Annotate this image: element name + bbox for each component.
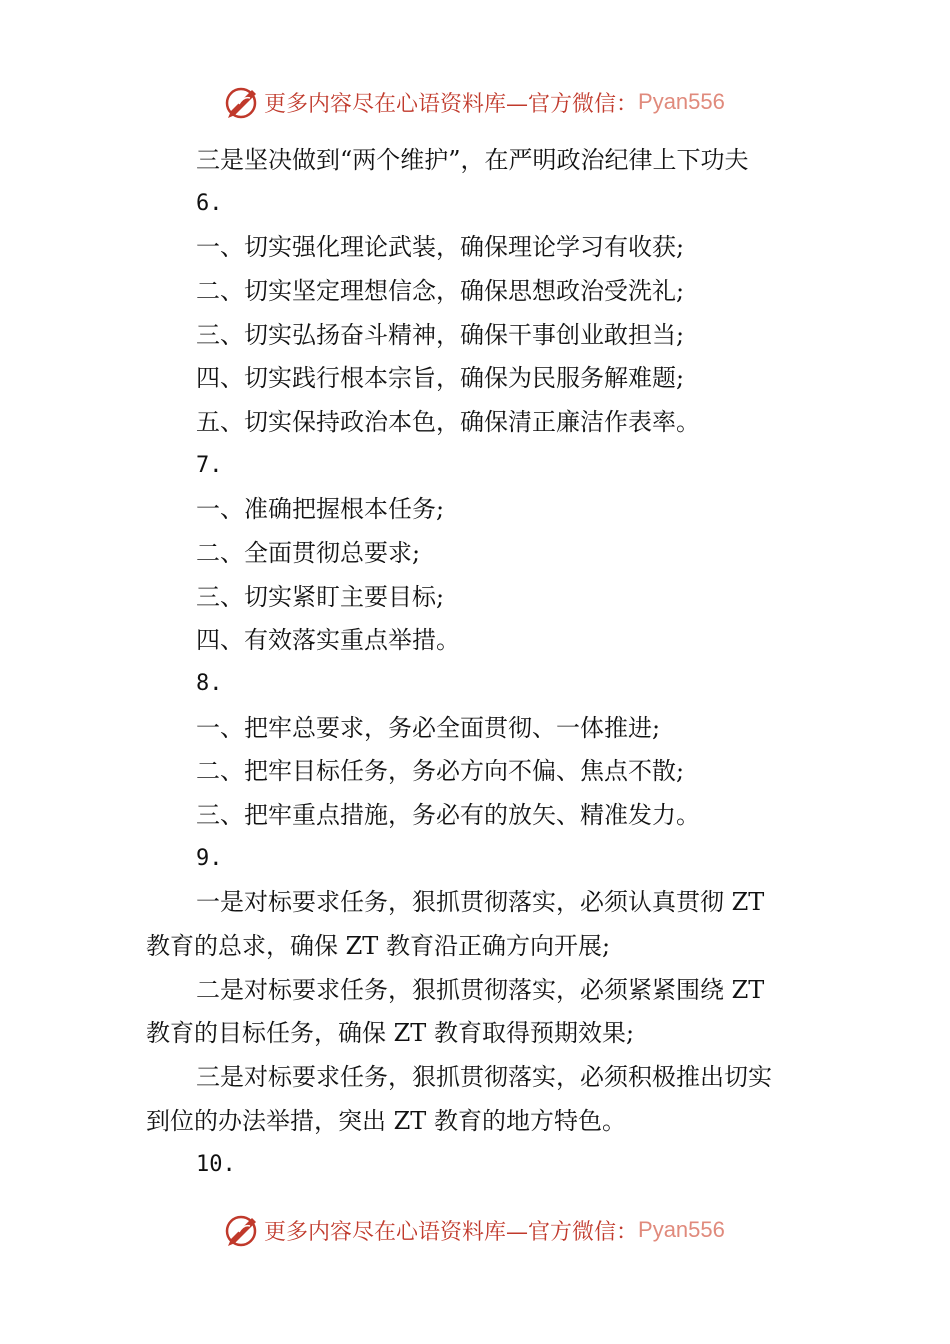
- pen-logo-icon: [222, 1210, 262, 1250]
- text-line: 一、切实强化理论武装，确保理论学习有收获;: [196, 233, 685, 261]
- section-number: 7.: [196, 453, 223, 478]
- text-line: 到位的办法举措，突出 ZT 教育的地方特色。: [146, 1107, 626, 1135]
- text-line: 教育的总求，确保 ZT 教育沿正确方向开展;: [146, 932, 611, 960]
- text-line: 二、切实坚定理想信念，确保思想政治受洗礼;: [196, 277, 685, 305]
- banner-wechat-id: Pyan556: [638, 89, 725, 114]
- banner-wechat-id: Pyan556: [638, 1217, 725, 1242]
- header-banner: [222, 82, 725, 122]
- text-line: 三是对标要求任务，狠抓贯彻落实，必须积极推出切实: [196, 1063, 772, 1091]
- section-number: 10.: [196, 1152, 236, 1177]
- text-line: 二是对标要求任务，狠抓贯彻落实，必须紧紧围绕 ZT: [196, 976, 765, 1004]
- text-line: 一、准确把握根本任务;: [196, 495, 445, 523]
- banner-text: 更多内容尽在心语资料库—官方微信：: [264, 91, 639, 117]
- banner-text: 更多内容尽在心语资料库—官方微信：: [264, 1219, 639, 1245]
- text-line: 三是坚决做到“两个维护”，在严明政治纪律上下功夫: [196, 146, 749, 174]
- text-line: 三、切实弘扬奋斗精神，确保干事创业敢担当;: [196, 321, 685, 349]
- text-line: 一、把牢总要求，务必全面贯彻、一体推进;: [196, 714, 661, 742]
- footer-banner: [222, 1210, 725, 1250]
- text-line: 二、全面贯彻总要求;: [196, 539, 421, 567]
- text-line: 二、把牢目标任务，务必方向不偏、焦点不散;: [196, 757, 685, 785]
- text-line: 四、切实践行根本宗旨，确保为民服务解难题;: [196, 364, 685, 392]
- section-number: 6.: [196, 191, 223, 216]
- section-number: 8.: [196, 671, 223, 696]
- text-line: 三、切实紧盯主要目标;: [196, 583, 445, 611]
- text-line: 教育的目标任务，确保 ZT 教育取得预期效果;: [146, 1019, 635, 1047]
- text-line: 一是对标要求任务，狠抓贯彻落实，必须认真贯彻 ZT: [196, 888, 765, 916]
- pen-logo-icon: [222, 82, 262, 122]
- text-line: 三、把牢重点措施，务必有的放矢、精准发力。: [196, 801, 700, 829]
- text-line: 五、切实保持政治本色，确保清正廉洁作表率。: [196, 408, 700, 436]
- text-line: 四、有效落实重点举措。: [196, 626, 460, 654]
- section-number: 9.: [196, 846, 223, 871]
